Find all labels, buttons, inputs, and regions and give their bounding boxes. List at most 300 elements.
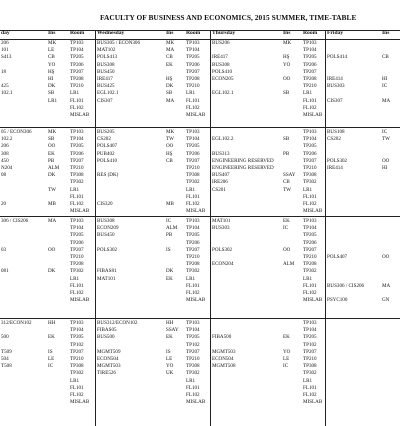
wednesday-room-cell: TP103 bbox=[186, 40, 200, 46]
table-row bbox=[0, 136, 400, 143]
day-1-instructor-cell: TW bbox=[48, 186, 56, 193]
thursday-room-cell: TP210 bbox=[303, 165, 317, 171]
thursday-room-cell: TP103 bbox=[303, 320, 317, 326]
wednesday-instructor-cell: HŞ bbox=[166, 76, 173, 82]
thursday-course-cell: MGMT508 bbox=[212, 363, 236, 370]
day-1-course-cell: T508 bbox=[1, 363, 12, 370]
table-row bbox=[0, 297, 400, 304]
wednesday-room-cell: TP302 bbox=[186, 370, 200, 377]
thursday-room-cell: TP205 bbox=[303, 334, 317, 341]
wednesday-course-cell: ECON209 bbox=[97, 225, 119, 232]
wednesday-instructor-cell: EK bbox=[166, 334, 173, 341]
wednesday-instructor-cell: EK bbox=[166, 275, 173, 282]
thursday-room-cell: FL101 bbox=[303, 97, 317, 104]
day-1-instructor-cell: DK bbox=[48, 172, 56, 179]
wednesday-instructor-cell: SB bbox=[166, 90, 173, 97]
day-1-room-cell: TP302 bbox=[70, 268, 84, 275]
time-slot-block bbox=[0, 320, 400, 406]
thursday-instructor-cell: LE bbox=[283, 356, 290, 362]
thursday-course-cell: MGMT503 bbox=[212, 348, 236, 355]
wednesday-instructor-cell: DK bbox=[166, 83, 174, 90]
day-1-instructor-cell: IS bbox=[48, 348, 53, 355]
day-1-course-cell: N204 bbox=[1, 165, 13, 171]
day-1-course-cell: 306 / CIS206 bbox=[1, 218, 29, 224]
wednesday-room-cell: TP208 bbox=[186, 261, 200, 268]
thursday-course-cell: BUS206 bbox=[212, 40, 230, 46]
header-room-2: Room bbox=[186, 30, 201, 36]
wednesday-course-cell: CIS320 bbox=[97, 201, 113, 207]
wednesday-room-cell: TP302 bbox=[186, 268, 200, 275]
day-1-course-cell: 206 bbox=[1, 143, 9, 150]
wednesday-room-cell: TP103 bbox=[186, 218, 200, 224]
table-row bbox=[0, 62, 400, 69]
wednesday-room-cell: TP210 bbox=[186, 356, 200, 362]
table-row bbox=[0, 83, 400, 90]
thursday-course-cell: EGL102.1 bbox=[212, 90, 234, 97]
wednesday-room-cell: FL102 bbox=[186, 392, 200, 398]
table-row bbox=[0, 129, 400, 136]
friday-instructor-cell: HI bbox=[382, 76, 388, 82]
thursday-room-cell: FL101 bbox=[303, 193, 317, 200]
day-1-course-cell: 05 / ECON306 bbox=[1, 129, 32, 135]
wednesday-room-cell: TP104 bbox=[186, 327, 200, 334]
wednesday-room-cell: LR1 bbox=[186, 186, 196, 193]
day-1-instructor-cell: EK bbox=[48, 334, 55, 341]
table-row bbox=[0, 40, 400, 47]
thursday-room-cell: TP104 bbox=[303, 47, 317, 54]
day-1-instructor-cell: DK bbox=[48, 83, 56, 90]
friday-course-cell: POLS414 bbox=[327, 54, 348, 61]
thursday-room-cell: FL102 bbox=[303, 201, 317, 207]
thursday-instructor-cell: SB bbox=[283, 90, 290, 97]
thursday-course-cell: MAT101 bbox=[212, 218, 231, 224]
header-day-3: Thursday bbox=[212, 30, 236, 36]
friday-course-cell: POLS407 bbox=[327, 254, 348, 260]
wednesday-room-cell: LR1 bbox=[186, 377, 196, 384]
day-1-room-cell: TP207 bbox=[70, 246, 84, 253]
day-1-instructor-cell: LE bbox=[48, 47, 55, 54]
day-1-room-cell: TP102 bbox=[70, 341, 84, 348]
thursday-room-cell: TP206 bbox=[303, 239, 317, 246]
table-row bbox=[0, 356, 400, 363]
day-1-instructor-cell: CB bbox=[48, 54, 55, 61]
thursday-course-cell: ENGINEERING RESERVED bbox=[212, 165, 274, 171]
day-1-room-cell: FL101 bbox=[70, 384, 84, 391]
day-1-course-cell: 18 bbox=[1, 68, 7, 75]
wednesday-room-cell: TP207 bbox=[186, 348, 200, 355]
table-row bbox=[0, 76, 400, 83]
day-1-instructor-cell: SB bbox=[48, 90, 55, 97]
thursday-room-cell: TP205 bbox=[303, 232, 317, 239]
wednesday-instructor-cell: HŞ bbox=[166, 150, 173, 157]
table-row bbox=[0, 112, 400, 119]
table-row bbox=[0, 218, 400, 225]
friday-instructor-cell: OO bbox=[382, 254, 390, 260]
wednesday-room-cell: TP103 bbox=[186, 129, 200, 135]
day-1-instructor-cell: LR1 bbox=[48, 97, 58, 104]
wednesday-instructor-cell: OÖ bbox=[166, 143, 174, 150]
wednesday-room-cell: TP210 bbox=[186, 83, 200, 90]
day-1-room-cell: TP206 bbox=[70, 61, 84, 68]
thursday-room-cell: LR1 bbox=[303, 186, 313, 193]
friday-instructor-cell: TW bbox=[382, 136, 390, 143]
day-1-room-cell: TP104 bbox=[70, 225, 84, 232]
thursday-instructor-cell: HŞ bbox=[283, 54, 290, 61]
wednesday-instructor-cell: YO bbox=[166, 363, 174, 370]
thursday-room-cell: MISLAB bbox=[303, 297, 323, 304]
wednesday-room-cell: MISLAB bbox=[186, 399, 206, 406]
wednesday-room-cell: TP104 bbox=[186, 47, 200, 54]
friday-course-cell: BUS303 bbox=[327, 83, 345, 90]
thursday-room-cell: TP206 bbox=[303, 61, 317, 68]
header-day-1: day bbox=[1, 30, 10, 36]
wednesday-instructor-cell: MB bbox=[166, 201, 174, 207]
friday-course-cell: BUS108 bbox=[327, 129, 345, 135]
day-1-course-cell: 101 bbox=[1, 47, 9, 54]
friday-course-cell: PSYC100 bbox=[327, 297, 348, 304]
wednesday-course-cell: BUS500 bbox=[97, 334, 115, 341]
thursday-room-cell: TP103 bbox=[303, 129, 317, 135]
friday-instructor-cell: MA bbox=[382, 282, 391, 289]
friday-course-cell: CIS307 bbox=[327, 97, 343, 104]
day-1-instructor-cell: MA bbox=[48, 218, 57, 224]
thursday-room-cell: LR1 bbox=[303, 275, 313, 282]
wednesday-course-cell: MGMT509 bbox=[97, 348, 121, 355]
table-row bbox=[0, 201, 400, 208]
wednesday-instructor-cell: DK bbox=[166, 268, 174, 275]
day-1-instructor-cell: IC bbox=[48, 363, 54, 370]
day-1-room-cell: TP205 bbox=[70, 334, 84, 341]
friday-course-cell: IRE414 bbox=[327, 165, 343, 171]
wednesday-course-cell: BUS450 bbox=[97, 232, 115, 239]
table-row bbox=[0, 254, 400, 261]
wednesday-room-cell: TP104 bbox=[186, 136, 200, 143]
day-1-instructor-cell: YO bbox=[48, 61, 56, 68]
friday-course-cell: POLS302 bbox=[327, 157, 348, 164]
wednesday-room-cell: TP207 bbox=[186, 68, 200, 75]
thursday-room-cell: FL101 bbox=[303, 384, 317, 391]
thursday-room-cell: MISLAB bbox=[303, 112, 323, 118]
wednesday-room-cell: FL102 bbox=[186, 290, 200, 296]
day-1-room-cell: TP308 bbox=[70, 172, 84, 179]
wednesday-course-cell: ECON504 bbox=[97, 356, 119, 362]
wednesday-course-cell: PUB402 bbox=[97, 150, 115, 157]
wednesday-course-cell: MAT102 bbox=[97, 47, 116, 54]
wednesday-instructor-cell: MA bbox=[166, 47, 175, 54]
thursday-course-cell: EGL102.2 bbox=[212, 136, 234, 143]
wednesday-instructor-cell: SSAY bbox=[166, 327, 179, 334]
thursday-course-cell: IRE417 bbox=[212, 54, 228, 61]
friday-instructor-cell: HI bbox=[382, 165, 388, 171]
wednesday-course-cell: BUS205 bbox=[97, 129, 115, 135]
wednesday-room-cell: TP205 bbox=[186, 143, 200, 150]
day-1-room-cell: TP308 bbox=[70, 363, 84, 370]
friday-instructor-cell: CB bbox=[382, 54, 389, 61]
thursday-instructor-cell: YO bbox=[283, 61, 291, 68]
wednesday-instructor-cell: PB bbox=[166, 232, 173, 239]
day-1-room-cell: TP205 bbox=[70, 54, 84, 61]
day-1-room-cell: FL102 bbox=[70, 392, 84, 398]
thursday-instructor-cell: MK bbox=[283, 40, 292, 46]
wednesday-course-cell: IRE417 bbox=[97, 76, 113, 82]
wednesday-room-cell: TP102 bbox=[186, 341, 200, 348]
thursday-instructor-cell: SB bbox=[283, 136, 290, 143]
table-row bbox=[0, 261, 400, 268]
thursday-room-cell: TP207 bbox=[303, 246, 317, 253]
column-header-row bbox=[0, 30, 400, 39]
day-1-course-cell: T509 bbox=[1, 348, 12, 355]
day-1-room-cell: TP103 bbox=[70, 40, 84, 46]
wednesday-room-cell: LR1 bbox=[186, 275, 196, 282]
wednesday-room-cell: LR1 bbox=[186, 90, 196, 97]
wednesday-room-cell: TP104 bbox=[186, 225, 200, 232]
wednesday-course-cell: POLS410 bbox=[97, 157, 118, 164]
wednesday-course-cell: FIBAS05 bbox=[97, 327, 117, 334]
day-1-room-cell: TP104 bbox=[70, 136, 84, 143]
wednesday-instructor-cell: UK bbox=[166, 370, 174, 377]
thursday-course-cell: CS201 bbox=[212, 186, 226, 193]
wednesday-course-cell: POLS302 bbox=[97, 246, 118, 253]
wednesday-room-cell: TP206 bbox=[186, 239, 200, 246]
wednesday-instructor-cell: CB bbox=[166, 157, 173, 164]
thursday-room-cell: TP103 bbox=[303, 218, 317, 224]
table-row bbox=[0, 290, 400, 297]
day-1-instructor-cell: DK bbox=[48, 268, 56, 275]
friday-instructor-cell: IC bbox=[382, 129, 388, 135]
table-row bbox=[0, 276, 400, 283]
table-row bbox=[0, 158, 400, 165]
table-row bbox=[0, 90, 400, 97]
table-row bbox=[0, 399, 400, 406]
thursday-room-cell: TP302 bbox=[303, 268, 317, 275]
wednesday-course-cell: BUS425 bbox=[97, 83, 115, 90]
day-1-room-cell: TP208 bbox=[70, 261, 84, 268]
table-row bbox=[0, 349, 400, 356]
wednesday-course-cell: CIS307 bbox=[97, 97, 113, 104]
day-1-course-cell: 081 bbox=[1, 268, 9, 275]
table-row bbox=[0, 194, 400, 201]
table-row bbox=[0, 47, 400, 54]
friday-instructor-cell: MA bbox=[382, 97, 391, 104]
wednesday-instructor-cell: HH bbox=[166, 320, 174, 326]
thursday-instructor-cell: YO bbox=[283, 348, 291, 355]
day-1-room-cell: TP302 bbox=[70, 179, 84, 186]
thursday-course-cell: FIBA500 bbox=[212, 334, 232, 341]
wednesday-course-cell: FIBAS81 bbox=[97, 268, 117, 275]
time-slot-block bbox=[0, 129, 400, 215]
wednesday-room-cell: FL101 bbox=[186, 193, 200, 200]
day-1-instructor-cell: ALM bbox=[48, 165, 60, 171]
wednesday-room-cell: FL101 bbox=[186, 282, 200, 289]
thursday-room-cell: TP104 bbox=[303, 136, 317, 143]
day-1-course-cell: 102.1 bbox=[1, 90, 13, 97]
day-1-room-cell: TP210 bbox=[70, 356, 84, 362]
wednesday-room-cell: TP205 bbox=[186, 54, 200, 61]
wednesday-course-cell: RES (DK) bbox=[97, 172, 119, 179]
thursday-course-cell: BUS308 bbox=[212, 61, 230, 68]
friday-instructor-cell: GN bbox=[382, 297, 390, 304]
thursday-instructor-cell: CB bbox=[283, 179, 290, 186]
header-day-2: Wednesday bbox=[97, 30, 125, 36]
day-1-room-cell: TP205 bbox=[70, 143, 84, 150]
thursday-room-cell: TP104 bbox=[303, 225, 317, 232]
thursday-course-cell: BUS407 bbox=[212, 172, 230, 179]
wednesday-room-cell: FL102 bbox=[186, 104, 200, 111]
wednesday-instructor-cell: ALM bbox=[166, 225, 178, 232]
block-separator-rule bbox=[0, 127, 400, 128]
day-1-room-cell: FL101 bbox=[70, 193, 84, 200]
thursday-room-cell: TP308 bbox=[303, 172, 317, 179]
day-1-instructor-cell: OO bbox=[48, 143, 56, 150]
table-row bbox=[0, 320, 400, 327]
thursday-room-cell: FL101 bbox=[303, 282, 317, 289]
wednesday-room-cell: FL102 bbox=[186, 201, 200, 207]
table-row bbox=[0, 378, 400, 385]
thursday-room-cell: LR1 bbox=[303, 377, 313, 384]
day-1-course-cell: 500 bbox=[1, 334, 9, 341]
thursday-room-cell: TP207 bbox=[303, 68, 317, 75]
day-1-room-cell: TP205 bbox=[70, 232, 84, 239]
wednesday-course-cell: BUS308 bbox=[97, 218, 115, 224]
table-row bbox=[0, 165, 400, 172]
day-1-room-cell: TP210 bbox=[70, 254, 84, 260]
thursday-instructor-cell: OO bbox=[283, 246, 291, 253]
day-1-room-cell: FL102 bbox=[70, 290, 84, 296]
wednesday-room-cell: TP207 bbox=[186, 157, 200, 164]
time-slot-block bbox=[0, 218, 400, 304]
day-1-room-cell: TP210 bbox=[70, 83, 84, 90]
wednesday-instructor-cell: TW bbox=[166, 136, 174, 143]
day-1-instructor-cell: PB bbox=[48, 157, 55, 164]
thursday-course-cell: ECON205 bbox=[212, 76, 234, 82]
day-1-instructor-cell: HŞ bbox=[48, 68, 55, 75]
wednesday-room-cell: TP308 bbox=[186, 363, 200, 370]
thursday-room-cell: TP103 bbox=[303, 40, 317, 46]
friday-instructor-cell: IC bbox=[382, 83, 388, 90]
thursday-room-cell: TP308 bbox=[303, 363, 317, 370]
header-ins-1: Ins bbox=[48, 30, 56, 36]
wednesday-course-cell: BUS305 / ECON306 bbox=[97, 40, 141, 46]
wednesday-instructor-cell: MK bbox=[166, 40, 175, 46]
wednesday-course-cell: EGL102.1 bbox=[97, 90, 119, 97]
thursday-room-cell: TP206 bbox=[303, 150, 317, 157]
wednesday-room-cell: TP207 bbox=[186, 246, 200, 253]
wednesday-room-cell: FL101 bbox=[186, 97, 200, 104]
table-row bbox=[0, 187, 400, 194]
day-1-room-cell: LR1 bbox=[70, 186, 80, 193]
thursday-room-cell: TP205 bbox=[303, 54, 317, 61]
day-1-instructor-cell: EK bbox=[48, 150, 55, 157]
wednesday-instructor-cell: IS bbox=[166, 348, 171, 355]
wednesday-instructor-cell: IC bbox=[166, 218, 172, 224]
day-1-room-cell: MISLAB bbox=[70, 112, 90, 118]
thursday-room-cell: TP102 bbox=[303, 341, 317, 348]
thursday-room-cell: TP208 bbox=[303, 76, 317, 82]
time-slot-block bbox=[0, 40, 400, 119]
wednesday-course-cell: POLS407 bbox=[97, 143, 118, 150]
table-row bbox=[0, 392, 400, 399]
day-1-room-cell: LR1 bbox=[70, 90, 80, 97]
thursday-course-cell: POLS410 bbox=[212, 68, 233, 75]
day-1-instructor-cell: SB bbox=[48, 136, 55, 143]
thursday-room-cell: TP302 bbox=[303, 370, 317, 377]
day-1-course-cell: 312/ECON102 bbox=[1, 320, 32, 326]
day-1-course-cell: 450 bbox=[1, 157, 9, 164]
wednesday-course-cell: MAT101 bbox=[97, 275, 116, 282]
day-1-course-cell: 504 bbox=[1, 356, 9, 362]
day-1-instructor-cell: HI bbox=[48, 76, 54, 82]
table-row bbox=[0, 105, 400, 112]
wednesday-room-cell: TP206 bbox=[186, 61, 200, 68]
table-row bbox=[0, 225, 400, 232]
day-1-room-cell: FL101 bbox=[70, 97, 84, 104]
wednesday-room-cell: TP210 bbox=[186, 165, 200, 171]
wednesday-instructor-cell: CB bbox=[166, 54, 173, 61]
wednesday-room-cell: TP206 bbox=[186, 150, 200, 157]
header-day-4: Friday bbox=[327, 30, 344, 36]
thursday-course-cell: ECON204 bbox=[212, 261, 234, 268]
day-1-room-cell: TP103 bbox=[70, 320, 84, 326]
day-1-room-cell: LR1 bbox=[70, 377, 80, 384]
friday-instructor-cell: OO bbox=[382, 157, 390, 164]
day-1-room-cell: TP208 bbox=[70, 76, 84, 82]
table-row bbox=[0, 370, 400, 377]
wednesday-instructor-cell: MK bbox=[166, 129, 175, 135]
thursday-room-cell: MISLAB bbox=[303, 208, 323, 215]
table-row bbox=[0, 268, 400, 275]
day-1-course-cell: 308 bbox=[1, 150, 9, 157]
day-1-room-cell: TP103 bbox=[70, 129, 84, 135]
wednesday-room-cell: TP308 bbox=[186, 172, 200, 179]
wednesday-course-cell: BUS312/ECON102 bbox=[97, 320, 138, 326]
wednesday-course-cell: BUS308 bbox=[97, 61, 115, 68]
friday-course-cell: BUS306 / CIS206 bbox=[327, 282, 365, 289]
thursday-instructor-cell: IC bbox=[283, 363, 289, 370]
thursday-course-cell: BUS303 bbox=[212, 225, 230, 232]
thursday-instructor-cell: IC bbox=[283, 225, 289, 232]
thursday-room-cell: FL102 bbox=[303, 104, 317, 111]
thursday-instructor-cell: SSAY bbox=[283, 172, 296, 179]
wednesday-room-cell: TP103 bbox=[186, 320, 200, 326]
day-1-instructor-cell: LE bbox=[48, 356, 55, 362]
day-1-course-cell: 08 bbox=[1, 172, 7, 179]
wednesday-room-cell: MISLAB bbox=[186, 208, 206, 215]
thursday-room-cell: MISLAB bbox=[303, 399, 323, 406]
page-title: FACULTY OF BUSINESS AND ECONOMICS, 2015 SUMMER, TIME-TABLE bbox=[100, 13, 357, 22]
table-row bbox=[0, 208, 400, 215]
day-1-instructor-cell: MB bbox=[48, 201, 56, 207]
day-1-room-cell: TP104 bbox=[70, 47, 84, 54]
thursday-room-cell: TP104 bbox=[303, 327, 317, 334]
thursday-course-cell: ECON504 bbox=[212, 356, 234, 362]
friday-course-cell: CS202 bbox=[327, 136, 341, 143]
wednesday-course-cell: BUS450 bbox=[97, 68, 115, 75]
day-1-instructor-cell: MK bbox=[48, 129, 57, 135]
day-1-course-cell: 03 bbox=[1, 246, 7, 253]
day-1-room-cell: FL102 bbox=[70, 201, 84, 207]
day-1-room-cell: TP104 bbox=[70, 327, 84, 334]
day-1-room-cell: FL101 bbox=[70, 282, 84, 289]
day-1-course-cell: 102.2 bbox=[1, 136, 13, 143]
day-1-room-cell: TP103 bbox=[70, 218, 84, 224]
table-row bbox=[0, 151, 400, 158]
thursday-room-cell: FL102 bbox=[303, 392, 317, 398]
table-row bbox=[0, 240, 400, 247]
block-separator-rule bbox=[0, 318, 400, 319]
thursday-instructor-cell: TW bbox=[283, 186, 291, 193]
table-row bbox=[0, 342, 400, 349]
day-1-room-cell: TP210 bbox=[70, 165, 84, 171]
